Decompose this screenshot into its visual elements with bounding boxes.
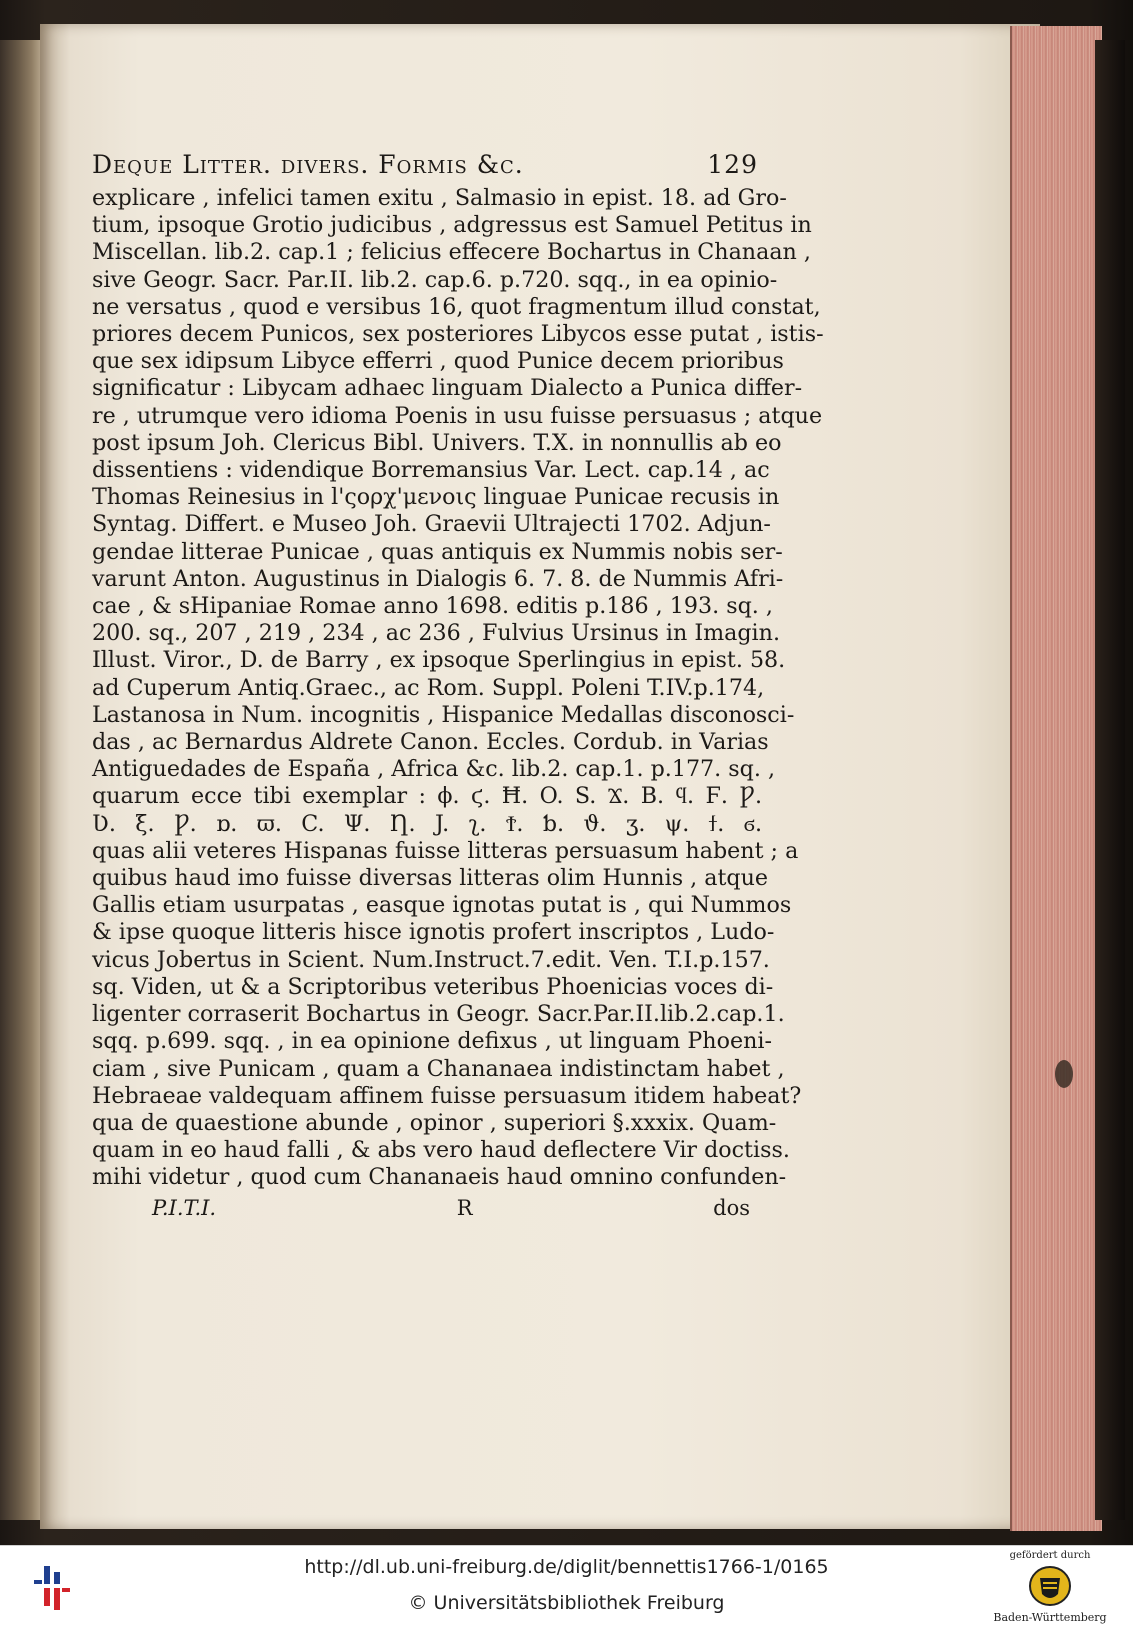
- text-line: Illust. Viror., D. de Barry , ex ipsoque Sperlingius in epist. 58.: [92, 647, 786, 674]
- text-line: tium, ipsoque Grotio judicibus , adgressus est Samuel Petitus in: [92, 212, 812, 239]
- text-line: que sex idipsum Libyce efferri , quod Punice decem prioribus: [92, 348, 784, 375]
- text-line: priores decem Punicos, sex posteriores Libycos esse putat , istis-: [92, 321, 824, 348]
- text-line: sqq. p.699. sqq. , in ea opinione defixus , ut linguam Phoeni-: [92, 1028, 772, 1055]
- text-line: ligenter corraserit Bochartus in Geogr. Sacr.Par.II.lib.2.cap.1.: [92, 1001, 785, 1028]
- text-line: Ʋ. ξ. Ƿ. ɒ. ϖ. C. Ψ. Ƞ. J. ʅ. Ϯ. ƅ. ϑ. ʒ. ψ. ϯ. ϭ.: [92, 810, 762, 837]
- text-line: quibus haud imo fuisse diversas litteras olim Hunnis , atque: [92, 865, 769, 892]
- viewer-footer: [0, 1545, 1133, 1627]
- text-line: post ipsum Joh. Clericus Bibl. Univers. T.X. in nonnullis ab eo: [92, 429, 782, 456]
- text-line: Hebraeae valdequam affinem fuisse persuasum itidem habeat?: [92, 1082, 802, 1109]
- permalink-url[interactable]: http://dl.ub.uni-freiburg.de/diglit/bennettis1766-1/0165: [304, 1556, 829, 1578]
- page-edge-shadow: [1095, 40, 1125, 1520]
- text-line: quarum ecce tibi exemplar : ϕ. ϛ. Ħ. O. S. Ϫ. B. ϥ. Ϝ. Ƿ.: [92, 783, 762, 810]
- signature-mark: R: [456, 1195, 473, 1220]
- text-line: Lastanosa in Num. incognitis , Hispanice Medallas disconosci-: [92, 701, 795, 728]
- sponsor-block: [980, 1550, 1120, 1624]
- text-line: sq. Viden, ut & a Scriptoribus veteribus Phoenicias voces di-: [92, 973, 774, 1000]
- text-line: explicare , infelici tamen exitu , Salmasio in epist. 18. ad Gro-: [92, 185, 787, 211]
- text-line: quas alii veteres Hispanas fuisse litteras persuasum habent ; a: [92, 837, 799, 864]
- page-fore-edge: [1010, 26, 1102, 1531]
- catchword: dos: [713, 1195, 750, 1220]
- text-line: ne versatus , quod e versibus 16, quot fragmentum illud constat,: [92, 293, 821, 320]
- left-page-edge: [0, 40, 42, 1520]
- page-number: 129: [707, 150, 758, 179]
- text-line: sive Geogr. Sacr. Par.II. lib.2. cap.6. p.720. sqq., in ea opinio-: [92, 266, 778, 293]
- text-line: qua de quaestione abunde , opinor , superiori §.xxxix. Quam-: [92, 1109, 777, 1136]
- text-line: quam in eo haud falli , & abs vero haud deflectere Vir doctiss.: [92, 1137, 790, 1164]
- text-line: Thomas Reinesius in l'ςορχ'μενοις linguae Punicae recusis in: [92, 484, 780, 511]
- text-line: das , ac Bernardus Aldrete Canon. Eccles. Cordub. in Varias: [92, 729, 769, 756]
- body-text: [92, 185, 824, 1192]
- text-line: mihi videtur , quod cum Chananaeis haud omnino confunden-: [92, 1164, 787, 1191]
- text-line: dissentiens : videndique Borremansius Var. Lect. cap.14 , ac: [92, 457, 770, 484]
- sponsor-name: Baden-Württemberg: [993, 1611, 1107, 1624]
- signature-line: [92, 1196, 762, 1220]
- text-line: Gallis etiam usurpatas , easque ignotas putat is , qui Nummos: [92, 892, 792, 919]
- text-line: & ipse quoque litteris hisce ignotis profert inscriptos , Ludo-: [92, 919, 775, 946]
- text-line: Antiguedades de España , Africa &c. lib.2. cap.1. p.177. sq. ,: [92, 756, 776, 783]
- text-line: varunt Anton. Augustinus in Dialogis 6. 7. 8. de Nummis Afri-: [92, 565, 784, 592]
- baden-wuerttemberg-seal-icon: [1028, 1564, 1072, 1608]
- page-stain: [1055, 1060, 1073, 1088]
- text-line: 200. sq., 207 , 219 , 234 , ac 236 , Fulvius Ursinus in Imagin.: [92, 620, 780, 647]
- signature-left: P.I.T.I.: [152, 1195, 217, 1220]
- text-line: vicus Jobertus in Scient. Num.Instruct.7.edit. Ven. T.I.p.157.: [92, 946, 770, 973]
- copyright-notice: © Universitätsbibliothek Freiburg: [408, 1592, 725, 1614]
- text-line: ciam , sive Punicam , quam a Chananaea indistinctam habet ,: [92, 1055, 785, 1082]
- sponsor-caption: gefördert durch: [1009, 1550, 1091, 1561]
- text-line: ad Cuperum Antiq.Graec., ac Rom. Suppl. Poleni T.IV.p.174,: [92, 674, 765, 701]
- text-line: Miscellan. lib.2. cap.1 ; felicius effecere Bochartus in Chanaan ,: [92, 239, 811, 266]
- running-head-line: [92, 150, 762, 179]
- text-line: re , utrumque vero idioma Poenis in usu fuisse persuasus ; atque: [92, 402, 823, 429]
- page-text-block: [92, 150, 824, 1220]
- text-line: gendae litterae Punicae , quas antiquis ex Nummis nobis ser-: [92, 538, 783, 565]
- text-line: Syntag. Differt. e Museo Joh. Graevii Ultrajecti 1702. Adjun-: [92, 511, 771, 538]
- text-line: significatur : Libycam adhaec linguam Dialecto a Punica differ-: [92, 375, 803, 402]
- text-line: cae , & sHipaniae Romae anno 1698. editis p.186 , 193. sq. ,: [92, 593, 773, 620]
- running-head: Deque Litter. divers. Formis &c.: [92, 150, 524, 179]
